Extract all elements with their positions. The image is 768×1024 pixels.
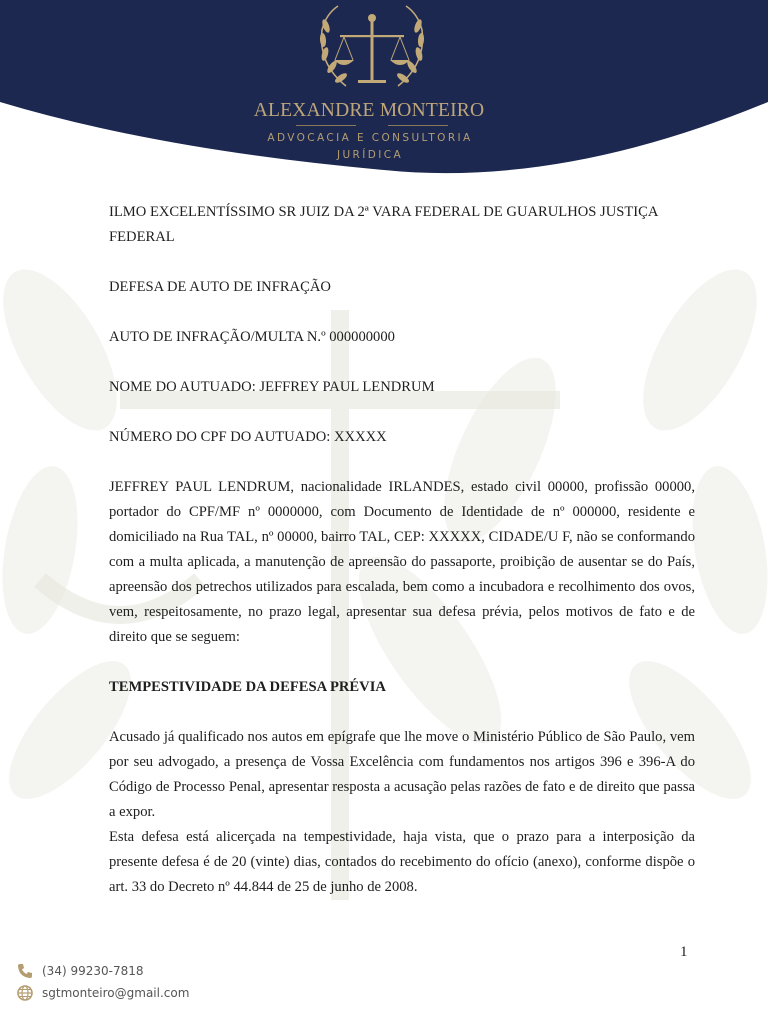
page-number: 1 bbox=[680, 944, 688, 960]
globe-icon bbox=[16, 984, 34, 1002]
phone-number: (34) 99230-7818 bbox=[42, 964, 144, 978]
letterhead-subtitle-line1: ADVOCACIA E CONSULTORIA bbox=[267, 132, 473, 144]
addressee: ILMO EXCELENTÍSSIMO SR JUIZ DA 2ª VARA FEDERAL DE GUARULHOS JUSTIÇA FEDERAL bbox=[109, 204, 658, 245]
footer-phone bbox=[16, 962, 144, 980]
email-address: sgtmonteiro@gmail.com bbox=[42, 986, 190, 1000]
letterhead-subtitle bbox=[0, 130, 740, 164]
auto-number: AUTO DE INFRAÇÃO/MULTA N.º 000000000 bbox=[109, 329, 395, 345]
scales-of-justice-icon bbox=[312, 4, 432, 98]
footer-email bbox=[16, 984, 189, 1002]
phone-icon bbox=[16, 962, 34, 980]
section-paragraph: Esta defesa está alicerçada na tempestividade, haja vista, que o prazo para a interposição da presente defesa é de 20 (vinte) dias, contados do recebimento do ofício (anexo), conforme dispõe o art. 33 do Decreto nº 44.844 de 25 de junho de 2008. bbox=[109, 829, 695, 895]
autuado-name: NOME DO AUTUADO: JEFFREY PAUL LENDRUM bbox=[109, 379, 435, 395]
section-paragraph: Acusado já qualificado nos autos em epígrafe que lhe move o Ministério Público de São Paulo, vem por seu advogado, a presença de Vossa Excelência com fundamentos nos artigos 396 e 396-A do Código de Processo Penal, apresentar resposta a acusação pelas razões de fato e de direito que passa a expor. bbox=[109, 729, 695, 820]
intro-paragraph: JEFFREY PAUL LENDRUM, nacionalidade IRLANDES, estado civil 00000, profissão 00000, portador do CPF/MF nº 0000000, com Documento de Identidade de nº 000000, residente e domiciliado na Rua TAL, nº 00000, bairro TAL, CEP: XXXXX, CIDADE/U F, não se conformando com a multa aplicada, a manutenção de apreensão do passaporte, proibição de ausentar se do País, apreensão dos petrechos utilizados para escalada, bem como a incubadora e recolhimento dos ovos, vem, respeitosamente, no prazo legal, apresentar sua defesa prévia, pelos motivos de fato e de direito que se seguem: bbox=[109, 479, 695, 645]
document-title: DEFESA DE AUTO DE INFRAÇÃO bbox=[109, 279, 331, 295]
letterhead-divider-right bbox=[388, 125, 448, 126]
cpf-number: NÚMERO DO CPF DO AUTUADO: XXXXX bbox=[109, 429, 387, 445]
letterhead-divider-left bbox=[296, 125, 356, 126]
section-heading: TEMPESTIVIDADE DA DEFESA PRÉVIA bbox=[109, 679, 386, 695]
letterhead-name: ALEXANDRE MONTEIRO bbox=[253, 100, 485, 121]
document-body bbox=[109, 200, 695, 900]
letterhead-subtitle-line2: JURÍDICA bbox=[336, 149, 404, 161]
